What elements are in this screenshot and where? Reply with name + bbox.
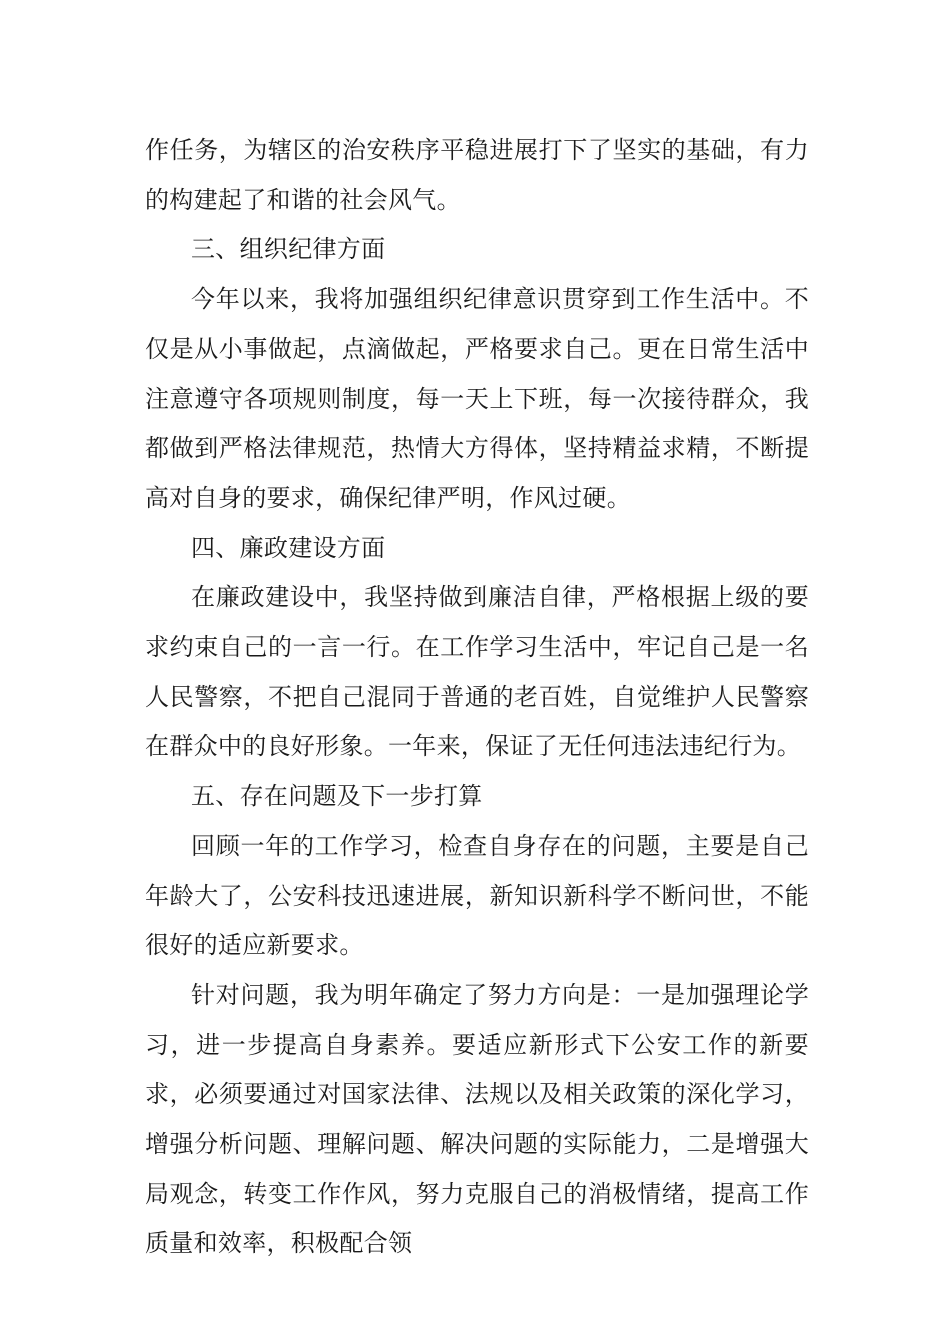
paragraph-plans: 针对问题，我为明年确定了努力方向是：一是加强理论学习，进一步提高自身素养。要适应新形式下公安工作的新要求，必须要通过对国家法律、法规以及相关政策的深化学习，增强分析问题、理解问题、解决问题的实际能力，二是增强大局观念，转变工作作风，努力克服自己的消极情绪，提高工作质量和效率，积极配合领 bbox=[145, 980, 809, 1258]
section-heading-discipline: 三、组织纪律方面 bbox=[191, 235, 386, 264]
paragraph-integrity: 在廉政建设中，我坚持做到廉洁自律，严格根据上级的要求约束自己的一言一行。在工作学习生活中，牢记自己是一名人民警察，不把自己混同于普通的老百姓，自觉维护人民警察在群众中的良好形象。一年来，保证了无任何违法违纪行为。 bbox=[145, 583, 809, 761]
document-body bbox=[145, 126, 809, 1269]
paragraph-discipline: 今年以来，我将加强组织纪律意识贯穿到工作生活中。不仅是从小事做起，点滴做起，严格要求自己。更在日常生活中注意遵守各项规则制度，每一天上下班，每一次接待群众，我都做到严格法律规范，热情大方得体，坚持精益求精，不断提高对自身的要求，确保纪律严明，作风过硬。 bbox=[145, 285, 809, 512]
paragraph-problems: 回顾一年的工作学习，检查自身存在的问题，主要是自己年龄大了，公安科技迅速进展，新知识新科学不断问世，不能很好的适应新要求。 bbox=[145, 831, 809, 960]
section-heading-problems: 五、存在问题及下一步打算 bbox=[191, 782, 483, 811]
section-heading-integrity: 四、廉政建设方面 bbox=[191, 533, 386, 562]
paragraph-continuation: 作任务，为辖区的治安秩序平稳进展打下了坚实的基础，有力的构建起了和谐的社会风气。 bbox=[145, 136, 809, 214]
